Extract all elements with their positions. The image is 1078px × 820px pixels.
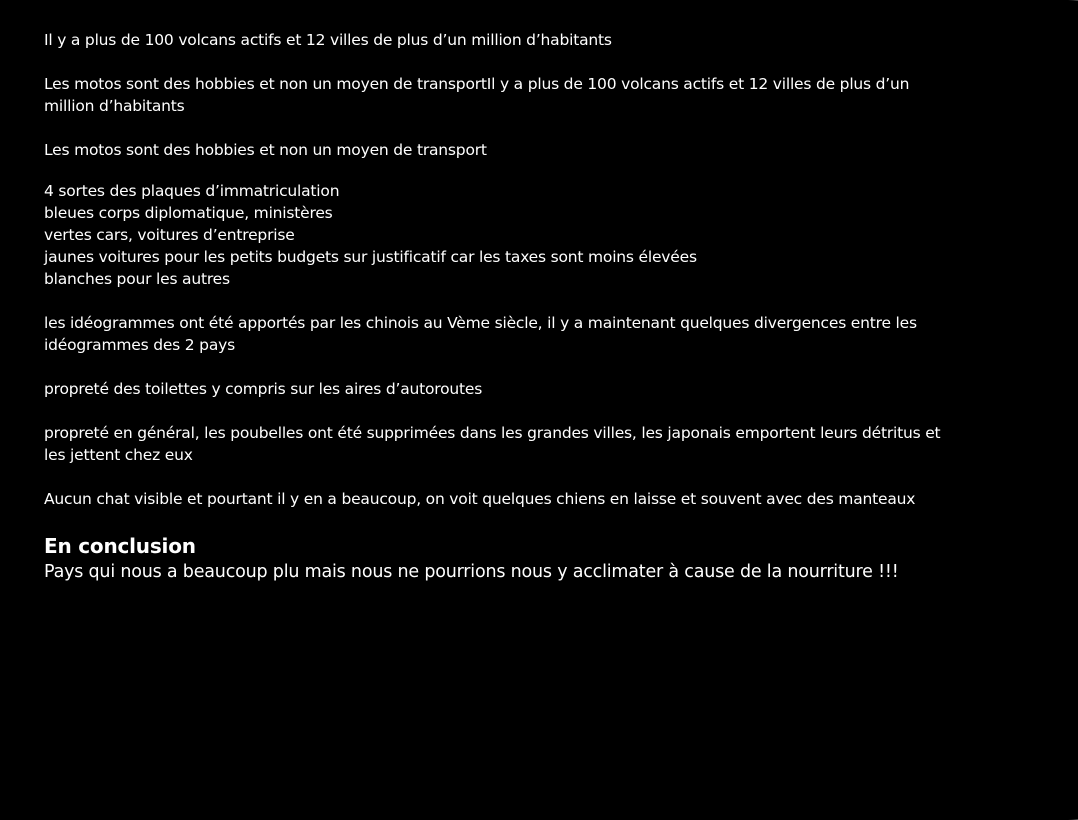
paragraph-motos-volcans: Les motos sont des hobbies et non un moyen de transportIl y a plus de 100 volcans actifs et 12 villes de plus d’un million d’habitants: [44, 75, 910, 115]
conclusion-text: Pays qui nous a beaucoup plu mais nous ne pourrions nous y acclimater à cause de la nourriture !!!: [44, 562, 899, 582]
paragraph-ideogrammes: les idéogrammes ont été apportés par les chinois au Vème siècle, il y a maintenant quelques divergences entre les idéogrammes des 2 pays: [44, 314, 917, 354]
slide-frame-corner-bottom: [1018, 780, 1078, 820]
plates-jaunes: jaunes voitures pour les petits budgets sur justificatif car les taxes sont moins élevées: [44, 248, 697, 266]
conclusion-heading: En conclusion: [44, 534, 196, 558]
plates-intro: 4 sortes des plaques d’immatriculation: [44, 182, 340, 200]
license-plates-block: [44, 180, 944, 290]
slide-body: [44, 29, 944, 584]
paragraph-volcans: Il y a plus de 100 volcans actifs et 12 villes de plus d’un million d’habitants: [44, 31, 612, 49]
paragraph-animaux: Aucun chat visible et pourtant il y en a beaucoup, on voit quelques chiens en laisse et souvent avec des manteaux: [44, 490, 916, 508]
plates-blanches: blanches pour les autres: [44, 270, 230, 288]
paragraph-proprete: propreté en général, les poubelles ont été supprimées dans les grandes villes, les japonais emportent leurs détritus et les jettent chez eux: [44, 424, 941, 464]
paragraph-toilettes: propreté des toilettes y compris sur les aires d’autoroutes: [44, 380, 483, 398]
plates-bleues: bleues corps diplomatique, ministères: [44, 204, 333, 222]
paragraph-motos: Les motos sont des hobbies et non un moyen de transport: [44, 141, 487, 159]
slide-frame-corner-top: [1018, 0, 1078, 40]
plates-vertes: vertes cars, voitures d’entreprise: [44, 226, 295, 244]
